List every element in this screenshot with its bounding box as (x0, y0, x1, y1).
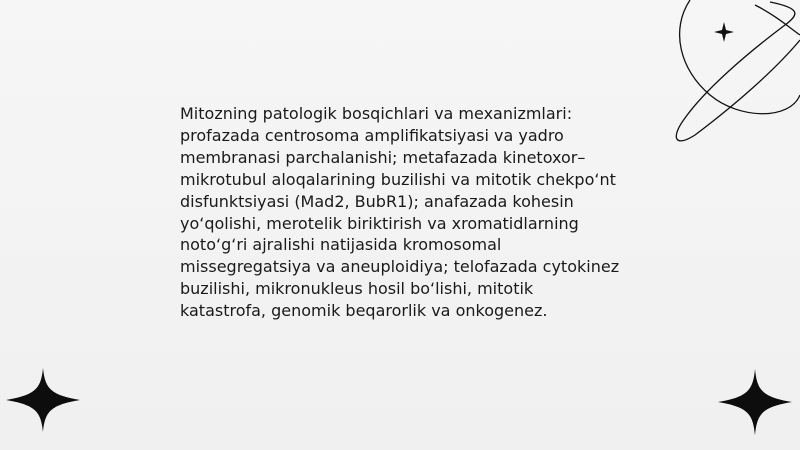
slide-body-text: Mitozning patologik bosqichlari va mexanizmlari: profazada centrosoma amplifikatsiyasi va yadro membranasi parchalanishi; metafazada kinetoxor–mikrotubul aloqalarining buzilishi va mitotik chekpo‘nt disfunktsiyasi (Mad2, BubR1); anafazada kohesin yo‘qolishi, merotelik biriktirish va xromatidlarning noto‘g‘ri ajralishi natijasida kromosomal missegregatsiya va aneuploidiya; telofazada cytokinez buzilishi, mikronukleus hosil bo‘lishi, mitotik katastrofa, genomik beqarorlik va onkogenez. (180, 104, 620, 321)
four-point-star-icon (718, 369, 792, 435)
four-point-star-icon (6, 368, 80, 432)
orbit-sparkle-icon (665, 0, 800, 145)
